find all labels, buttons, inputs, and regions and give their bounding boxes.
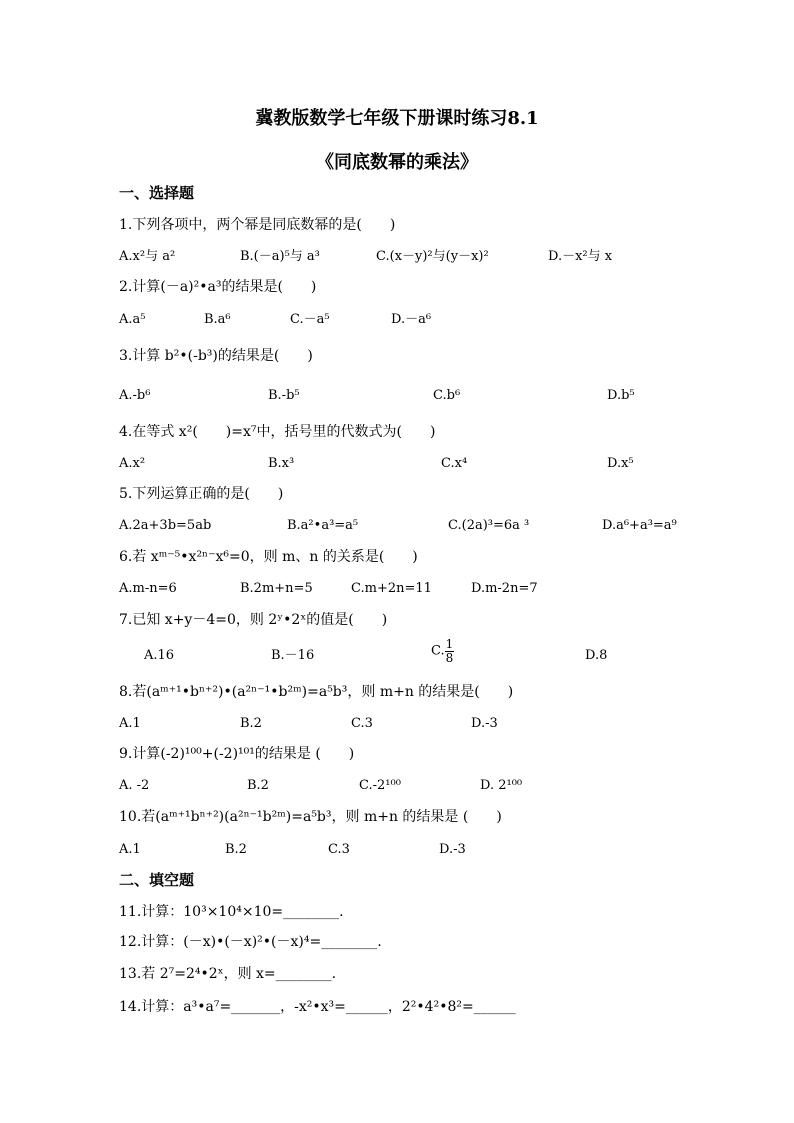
question-12: 12.计算：(－x)•(－x)²•(－x)⁴=________. — [119, 934, 382, 950]
document-subtitle: 《同底数幂的乘法》 — [316, 152, 478, 173]
question-4-option-d: D.x⁵ — [607, 456, 634, 471]
question-7-option-a: A.16 — [144, 648, 175, 663]
question-5-option-b: B.a²•a³=a⁵ — [287, 518, 359, 533]
question-7-option-d: D.8 — [585, 648, 608, 663]
question-8-stem: 8.若(aᵐ⁺¹•bⁿ⁺²)•(a²ⁿ⁻¹•b²ᵐ)=a⁵b³，则 m+n 的结果是( ) — [119, 684, 514, 700]
question-9-option-a: A. -2 — [119, 778, 150, 793]
question-2-option-a: A.a⁵ — [119, 312, 146, 327]
question-7-option-c — [431, 638, 454, 665]
question-9-option-c: C.-2¹⁰⁰ — [359, 778, 401, 793]
question-6-stem: 6.若 xᵐ⁻⁵•x²ⁿ⁻x⁶=0，则 m、n 的关系是( ) — [119, 549, 418, 565]
question-10-stem: 10.若(aᵐ⁺¹bⁿ⁺²)(a²ⁿ⁻¹b²ᵐ)=a⁵b³，则 m+n 的结果是 ( ) — [119, 809, 502, 825]
question-8-option-d: D.-3 — [471, 716, 498, 731]
question-10-option-b: B.2 — [225, 842, 247, 857]
fraction-numerator: 1 — [445, 637, 454, 651]
question-3-option-c: C.b⁶ — [433, 388, 461, 403]
question-9-option-d: D. 2¹⁰⁰ — [480, 778, 523, 793]
question-1-option-c: C.(x－y)²与(y－x)² — [376, 249, 489, 264]
question-5-stem: 5.下列运算正确的是( ) — [119, 486, 284, 502]
question-4-option-a: A.x² — [119, 456, 146, 471]
question-7-option-c-fraction — [445, 638, 455, 665]
question-4-option-c: C.x⁴ — [441, 456, 468, 471]
question-5-option-c: C.(2a)³=6a ³ — [448, 518, 530, 533]
question-2-option-b: B.a⁶ — [204, 312, 231, 327]
question-10-option-a: A.1 — [119, 842, 141, 857]
question-7-stem: 7.已知 x+y－4=0，则 2ʸ•2ˣ的值是( ) — [119, 612, 388, 628]
question-8-option-b: B.2 — [240, 716, 262, 731]
question-14: 14.计算：a³•a⁷=_______，-x²•x³=______，2²•4²•8²=______ — [119, 999, 516, 1015]
section-multiple-choice: 一、选择题 — [119, 184, 195, 202]
question-4-stem: 4.在等式 x²( )=x⁷中，括号里的代数式为( ) — [119, 424, 436, 440]
question-1-option-d: D.－x²与 x — [548, 249, 613, 264]
question-11: 11.计算：10³×10⁴×10=________. — [119, 904, 344, 920]
question-6-option-a: A.m-n=6 — [119, 581, 177, 596]
document-title: 冀教版数学七年级下册课时练习8.1 — [255, 108, 539, 129]
question-9-option-b: B.2 — [247, 778, 269, 793]
question-3-option-d: D.b⁵ — [607, 388, 635, 403]
question-3-option-a: A.-b⁶ — [119, 388, 151, 403]
question-6-option-b: B.2m+n=5 — [240, 581, 313, 596]
fraction-denominator: 8 — [445, 651, 454, 665]
question-6-option-d: D.m-2n=7 — [471, 581, 538, 596]
question-7-option-b: B.－16 — [271, 648, 315, 663]
question-8-option-a: A.1 — [119, 716, 141, 731]
section-fill-in-blank: 二、填空题 — [119, 871, 195, 889]
question-10-option-d: D.-3 — [439, 842, 466, 857]
question-1-option-b: B.(－a)⁵与 a³ — [240, 249, 320, 264]
question-1-stem: 1.下列各项中，两个幂是同底数幂的是( ) — [119, 217, 396, 233]
question-10-option-c: C.3 — [328, 842, 350, 857]
question-4-option-b: B.x³ — [268, 456, 295, 471]
question-8-option-c: C.3 — [351, 716, 373, 731]
question-9-stem: 9.计算(-2)¹⁰⁰+(-2)¹⁰¹的结果是 ( ) — [119, 746, 355, 762]
question-6-option-c: C.m+2n=11 — [351, 581, 432, 596]
question-2-stem: 2.计算(－a)²•a³的结果是( ) — [119, 279, 317, 295]
question-3-option-b: B.-b⁵ — [268, 388, 300, 403]
question-1-option-a: A.x²与 a² — [119, 249, 176, 264]
question-2-option-d: D.－a⁶ — [391, 312, 432, 327]
question-5-option-a: A.2a+3b=5ab — [119, 518, 212, 533]
question-3-stem: 3.计算 b²•(-b³)的结果是( ) — [119, 348, 313, 364]
question-2-option-c: C.－a⁵ — [290, 312, 330, 327]
question-5-option-d: D.a⁶+a³=a⁹ — [602, 518, 677, 533]
question-7-option-c-label: C. — [431, 643, 445, 659]
question-13: 13.若 2⁷=2⁴•2ˣ，则 x=________. — [119, 966, 337, 982]
